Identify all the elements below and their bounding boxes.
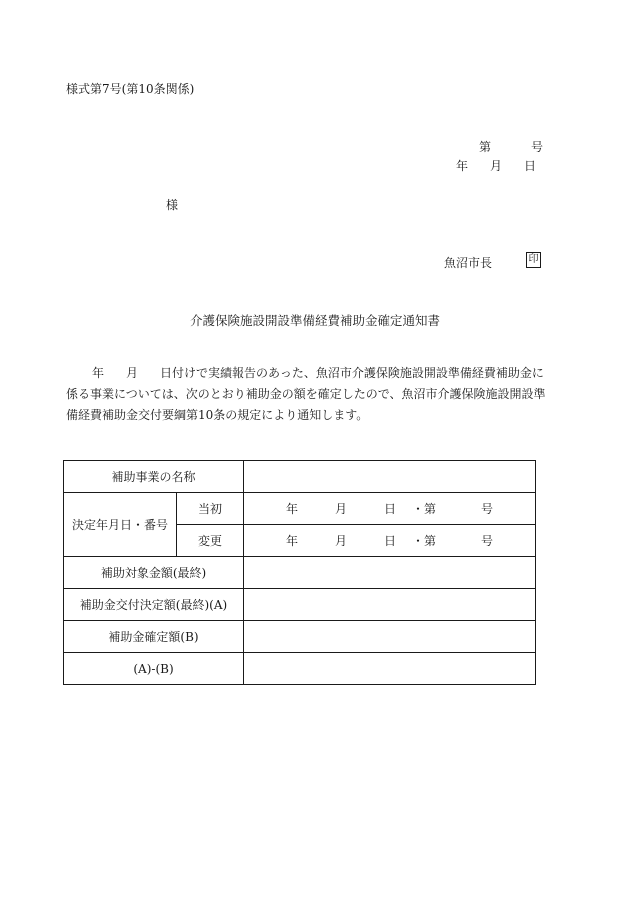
date-month: 月: [490, 159, 503, 173]
issue-date-line: [456, 157, 536, 174]
table-row: [64, 621, 536, 653]
body-paragraph: [66, 363, 556, 426]
difference-value[interactable]: [244, 653, 536, 685]
table-row: [64, 589, 536, 621]
initial-date-number-value[interactable]: [244, 493, 536, 525]
form-number: 様式第7号(第10条関係): [66, 82, 195, 96]
table-row: [64, 493, 536, 525]
change-number-prefix: ・第: [412, 534, 437, 548]
document-number-line: [479, 138, 543, 155]
difference-label: (A)-(B): [64, 653, 244, 685]
sender-title: 魚沼市長: [444, 256, 493, 270]
grant-decision-amount-label: 補助金交付決定額(最終)(A): [64, 589, 244, 621]
confirmed-amount-label: 補助金確定額(B): [64, 621, 244, 653]
body-month: 月: [126, 366, 139, 380]
body-year: 年: [92, 366, 105, 380]
confirmed-amount-value[interactable]: [244, 621, 536, 653]
change-date-number-value[interactable]: [244, 525, 536, 557]
body-line-3: 備経費補助金交付要綱第10条の規定により通知します。: [66, 408, 369, 422]
change-year: 年: [285, 534, 298, 548]
date-year: 年: [456, 159, 469, 173]
change-number-suffix: 号: [481, 534, 494, 548]
change-month: 月: [334, 534, 347, 548]
grant-decision-amount-value[interactable]: [244, 589, 536, 621]
doc-number-suffix: 号: [531, 140, 544, 154]
addressee-honorific: 様: [166, 198, 179, 212]
initial-label: 当初: [177, 493, 244, 525]
body-line-2: 係る事業については、次のとおり補助金の額を確定したので、魚沼市介護保険施設開設準: [66, 387, 546, 401]
body-line-1: [66, 363, 556, 384]
change-day: 日: [383, 534, 396, 548]
table-row: [64, 461, 536, 493]
initial-number-prefix: ・第: [412, 502, 437, 516]
table-row: [64, 557, 536, 589]
doc-number-prefix: 第: [479, 140, 492, 154]
initial-year: 年: [285, 502, 298, 516]
decision-date-number-label: 決定年月日・番号: [64, 493, 177, 557]
seal-mark: 印: [526, 252, 541, 268]
eligible-amount-label: 補助対象金額(最終): [64, 557, 244, 589]
eligible-amount-value[interactable]: [244, 557, 536, 589]
info-table: [63, 460, 536, 685]
change-label: 変更: [177, 525, 244, 557]
project-name-label: 補助事業の名称: [64, 461, 244, 493]
initial-month: 月: [334, 502, 347, 516]
document-title: 介護保険施設開設準備経費補助金確定通知書: [189, 313, 440, 328]
date-day: 日: [524, 159, 537, 173]
initial-number-suffix: 号: [481, 502, 494, 516]
initial-day: 日: [383, 502, 396, 516]
project-name-value[interactable]: [244, 461, 536, 493]
body-line-1-rest: 日付けで実績報告のあった、魚沼市介護保険施設開設準備経費補助金に: [160, 366, 544, 380]
table-row: [64, 653, 536, 685]
